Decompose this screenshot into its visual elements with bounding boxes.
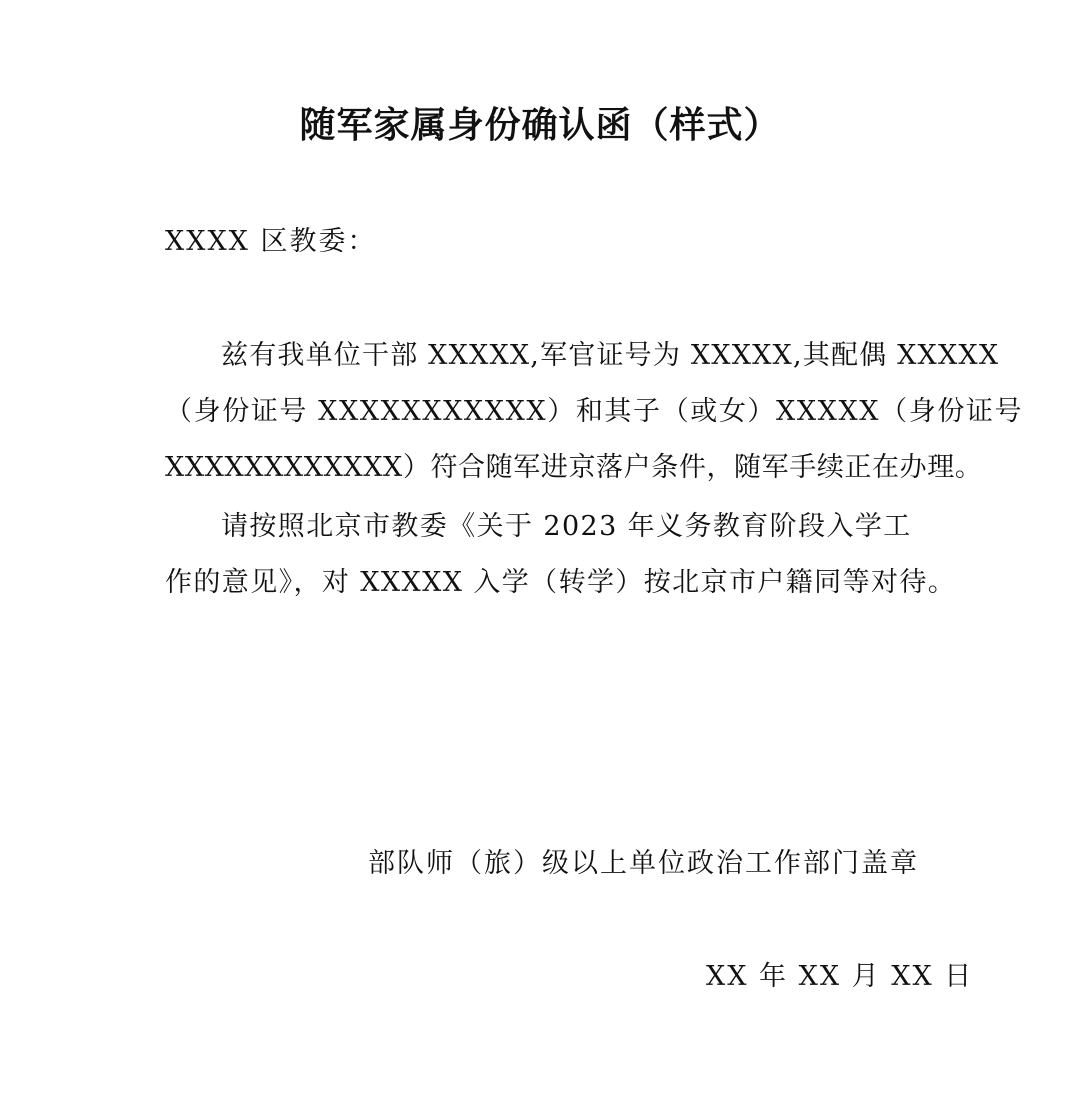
body-line-1: 兹有我单位干部 XXXXX,军官证号为 XXXXX,其配偶 XXXXX <box>221 340 1000 371</box>
seal-line: 部队师（旅）级以上单位政治工作部门盖章 <box>368 848 919 879</box>
date-line: XX 年 XX 月 XX 日 <box>706 961 974 992</box>
body-line-3: XXXXXXXXXXXX）符合随军进京落户条件，随军手续正在办理。 <box>165 452 983 483</box>
body-line-4: 请按照北京市教委《关于 2023 年义务教育阶段入学工 <box>221 511 912 542</box>
document-title: 随军家属身份确认函（样式） <box>299 105 781 146</box>
salutation: XXXX 区教委： <box>165 226 377 257</box>
body-line-5: 作的意见》，对 XXXXX 入学（转学）按北京市户籍同等对待。 <box>165 567 957 598</box>
body-line-2: （身份证号 XXXXXXXXXXX）和其子（或女）XXXXX（身份证号 <box>165 396 1024 427</box>
